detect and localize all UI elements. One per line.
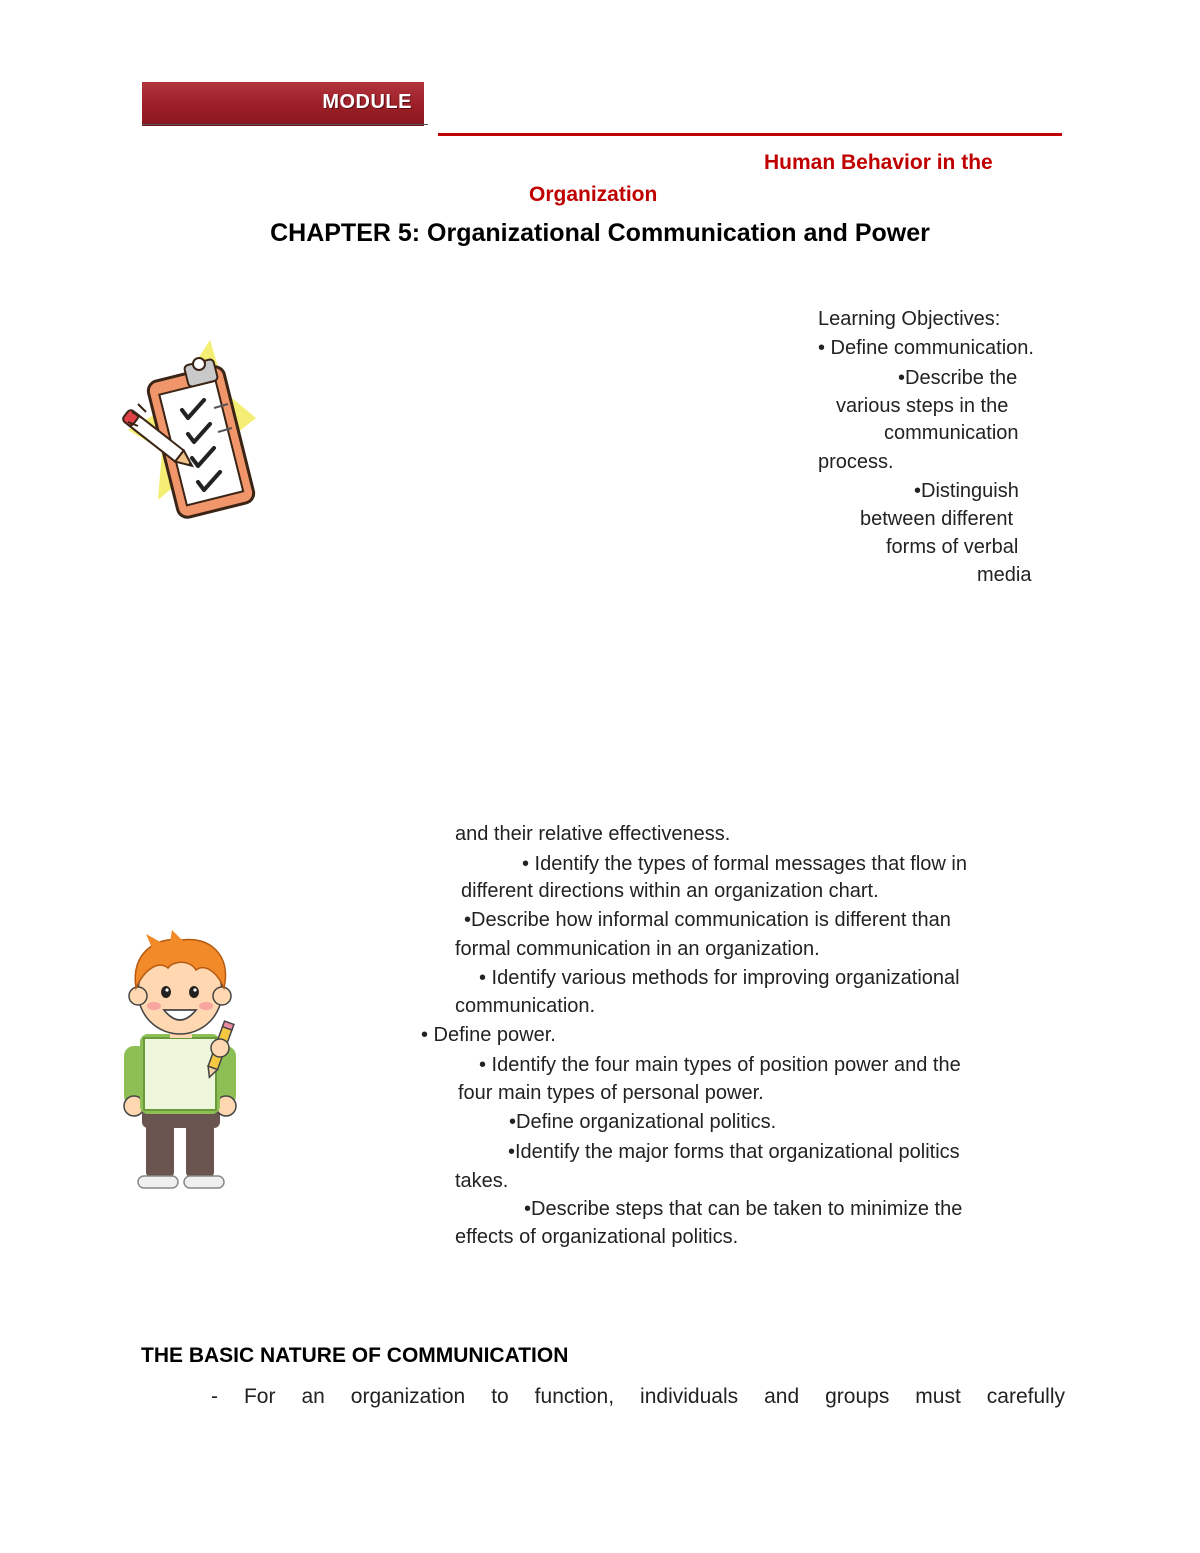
objective-item: • Identify various methods for improving organizational — [479, 967, 960, 989]
objective-item: •Describe how informal communication is different than — [464, 909, 951, 931]
objective-item: process. — [818, 451, 894, 473]
objective-item: four main types of personal power. — [458, 1082, 764, 1104]
module-label: MODULE — [322, 91, 412, 113]
objective-item: forms of verbal — [886, 536, 1019, 558]
objective-item: communication — [884, 422, 1019, 444]
objective-item: •Identify the major forms that organizational politics — [508, 1141, 960, 1163]
banner-underline — [142, 124, 428, 125]
objective-item: media — [977, 564, 1032, 586]
objective-item: •Distinguish — [914, 480, 1019, 502]
objective-item: between different — [860, 508, 1014, 530]
section-heading: THE BASIC NATURE OF COMMUNICATION — [141, 1344, 569, 1367]
objective-item: • Identify the four main types of position power and the — [479, 1054, 961, 1076]
objective-item: •Describe the — [898, 367, 1018, 389]
boy-with-pencil-icon — [112, 930, 262, 1192]
module-banner — [142, 82, 424, 126]
objective-item: • Define communication. — [818, 337, 1034, 359]
objective-item: various steps in the — [836, 395, 1009, 417]
subject-title-line2: Organization — [529, 183, 658, 206]
body-paragraph: - For an organization to function, individuals and groups must carefully — [211, 1385, 1065, 1408]
objective-item: • Define power. — [421, 1024, 556, 1046]
objective-item: and their relative effectiveness. — [455, 823, 731, 845]
objective-item: effects of organizational politics. — [455, 1226, 739, 1248]
subject-title-line1: Human Behavior in the — [764, 151, 993, 174]
objective-item: takes. — [455, 1170, 509, 1192]
objective-item: formal communication in an organization. — [455, 938, 820, 960]
objective-item: • Identify the types of formal messages that flow in — [522, 853, 967, 875]
chapter-title: CHAPTER 5: Organizational Communication and Power — [270, 219, 930, 247]
objective-item: different directions within an organization chart. — [461, 880, 879, 902]
clipboard-checklist-icon — [118, 338, 258, 520]
objective-item: •Define organizational politics. — [509, 1111, 777, 1133]
objective-item: •Describe steps that can be taken to minimize the — [524, 1198, 963, 1220]
objective-item: communication. — [455, 995, 596, 1017]
objectives-heading: Learning Objectives: — [818, 308, 1001, 330]
header-rule — [438, 133, 1062, 136]
